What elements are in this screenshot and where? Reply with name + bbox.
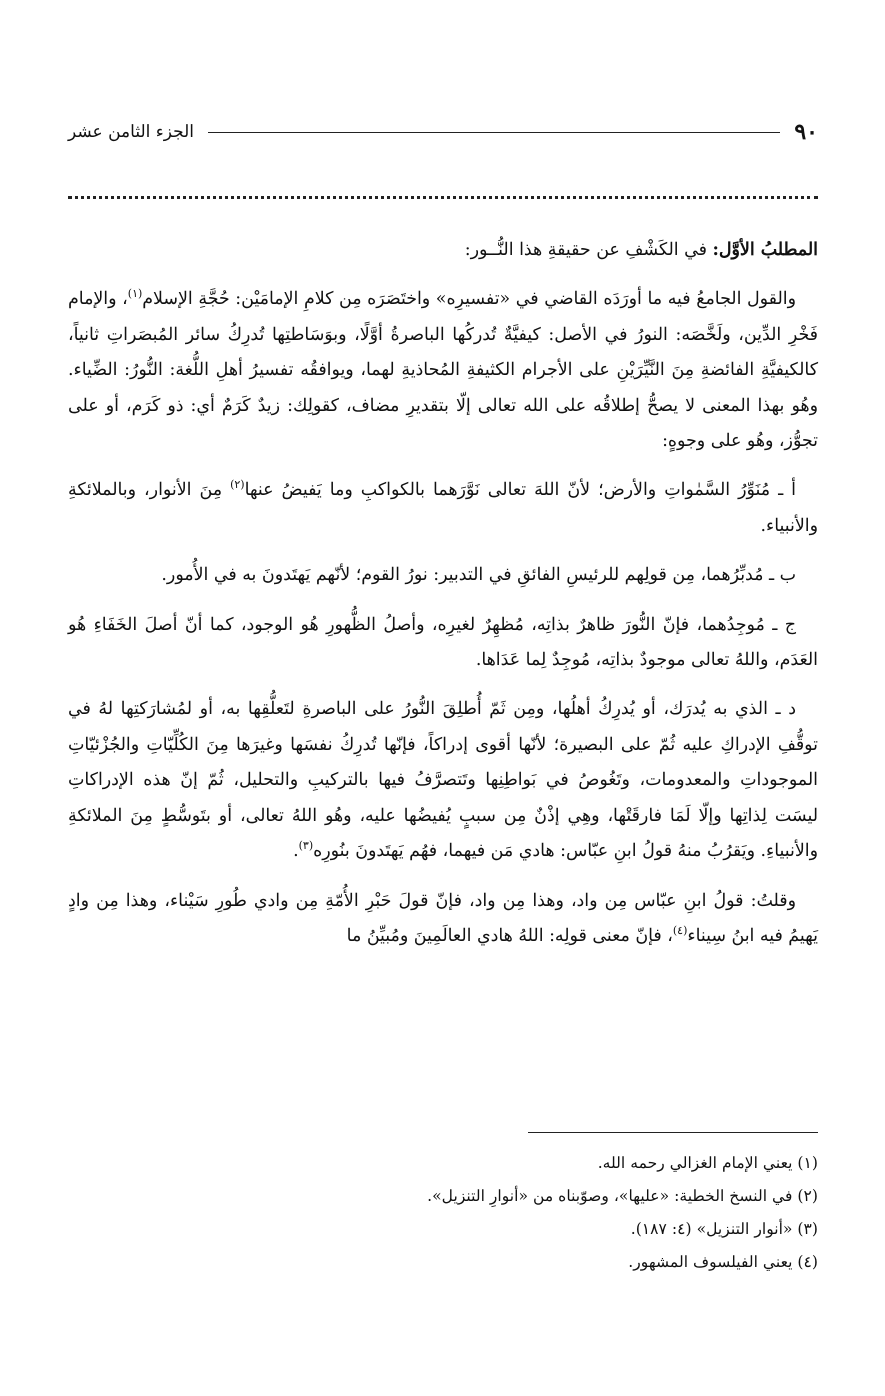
- paragraph-text: .: [293, 841, 299, 862]
- paragraph-text: ج ـ مُوجِدُهما، فإنّ النُّورَ ظاهرٌ بذاتِه، مُظهِرٌ لغيرِه، وأصلُ الظُّهورِ هُو الوجود، كما أنّ أصلَ الخَفَاءِ هُو العَدَم، واللهُ تعالى موجودٌ بذاتِه، مُوجِدٌ لِما عَدَاها.: [68, 614, 818, 671]
- paragraph: [68, 473, 818, 544]
- paragraph: [68, 558, 818, 593]
- paragraph-text: والقول الجامعُ فيه ما أورَدَه القاضي في «تفسيرِه» واختَصَرَه مِن كلامِ الإمامَيْن: حُجَّةِ الإسلام: [142, 289, 796, 310]
- dotted-divider: [68, 196, 818, 199]
- paragraph: [68, 608, 818, 679]
- paragraph: [68, 884, 818, 955]
- paragraph: [68, 282, 818, 459]
- paragraph-text: ، والإمام فَخْرِ الدِّين، ولَخَّصَه: النورُ في الأصل: كيفيَّةٌ تُدركُها الباصرةُ أوَّلًا، وبوَسَاطتِها تُدرِكُ سائر المُبصَراتِ ثانياً، كالكيفيَّةِ الفائضةِ مِنَ النَّيِّرَيْنِ على الأجرام الكثيفةِ المُحاذيةِ لهما، ويوافقُه تفسيرُ أهلِ اللُّغة: النُّورُ: الضِّياء. وهُو بهذا المعنى لا يصحُّ إطلاقُه على الله تعالى إلّا بتقديرِ مضاف، كقولِك: زيدٌ كَرَمٌ أي: ذو كَرَم، أو على تجوُّز، وهُو على وجوهٍ:: [68, 289, 818, 452]
- footnote: (٣) «أنوار التنزيل» (٤: ١٨٧).: [630, 1220, 818, 1238]
- section-heading-label: المطلبُ الأوَّل:: [712, 240, 818, 260]
- paragraph-text: د ـ الذي به يُدرَك، أو يُدرِكُ أهلُها، ومِن ثَمّ أُطلِقَ النُّورُ على الباصرةِ لتَعلُّقِها به، أو لمُشارَكتِها لهُ في توقُّفِ الإدراكِ عليه ثُمّ على البصيرة؛ لأنّها أقوى إدراكاً، فإنّها تُدرِكُ نفسَها وغيرَها مِنَ الكُلِّيّاتِ والجُزْئيّاتِ الموجوداتِ والمعدومات، وتَغُوصُ في بَواطِنِها وتَتصرَّفُ فيها بالتركيبِ والتحليل، ثُمّ إنّ هذه الإدراكاتِ ليسَت لِذاتِها وإلّا لَمَا فارقَتْها، وهِي إذْنٌ مِن سببٍ يُفيضُها عليه، وهُو اللهُ تعالى، أو بتَوسُّطٍ مِنَ الملائكةِ والأنبياءِ. ويَقرُبُ منهُ قولُ ابنِ عبّاس: هادي مَن فيهما، فهُم يَهتَدونَ بنُورِه: [68, 699, 818, 862]
- footnote: (٤) يعني الفيلسوف المشهور.: [628, 1253, 818, 1271]
- footnote-ref: (١): [127, 287, 143, 301]
- header-rule: [208, 132, 780, 133]
- footnote: (١) يعني الإمام الغزالي رحمه الله.: [597, 1154, 818, 1172]
- footnote-separator: [528, 1132, 818, 1133]
- section-heading-text: في الكَشْفِ عن حقيقةِ هذا النُّــور:: [464, 240, 707, 260]
- paragraph: [68, 692, 818, 869]
- footnote: (٢) في النسخ الخطية: «عليها»، وصوّبناه من «أنوارِ التنزيل».: [427, 1187, 818, 1205]
- running-header: [68, 114, 818, 150]
- section-heading: [68, 233, 818, 268]
- paragraph-text: أ ـ مُنَوِّرُ السَّمٰواتِ والأرض؛ لأنّ اللهَ تعالى نَوَّرَهما بالكواكبِ وما يَفيضُ عنها: [244, 480, 797, 501]
- footnote-ref: (٤): [672, 924, 688, 938]
- footnote-ref: (٣): [298, 839, 314, 853]
- footnotes: [68, 1147, 818, 1279]
- paragraph-text: مِنَ الأنوار، وبالملائكةِ والأنبياء.: [68, 480, 818, 536]
- paragraph-text: وقلتُ: قولُ ابنِ عبّاس مِن واد، وهذا مِن واد، فإنّ قولَ حَبْرِ الأُمّةِ مِن وادي طُورِ سَيْناء، وهذا مِن وادٍ يَهيمُ فيه ابنُ سِيناء: [68, 890, 818, 946]
- body-text: [68, 233, 818, 968]
- document-page: [68, 100, 818, 1330]
- paragraph-text: ب ـ مُدبِّرُهما، مِن قولِهم للرئيسِ الفائقِ في التدبير: نورُ القوم؛ لأنّهم يَهتَدونَ به في الأُمور.: [161, 565, 796, 586]
- footnote-ref: (٢): [230, 478, 245, 492]
- page-number: ٩٠: [794, 119, 818, 145]
- header-title: الجزء الثامن عشر: [68, 122, 195, 142]
- paragraph-text: ، فإنّ معنى قولِه: اللهُ هادي العالَمِينَ ومُبيِّنُ ما: [346, 925, 673, 946]
